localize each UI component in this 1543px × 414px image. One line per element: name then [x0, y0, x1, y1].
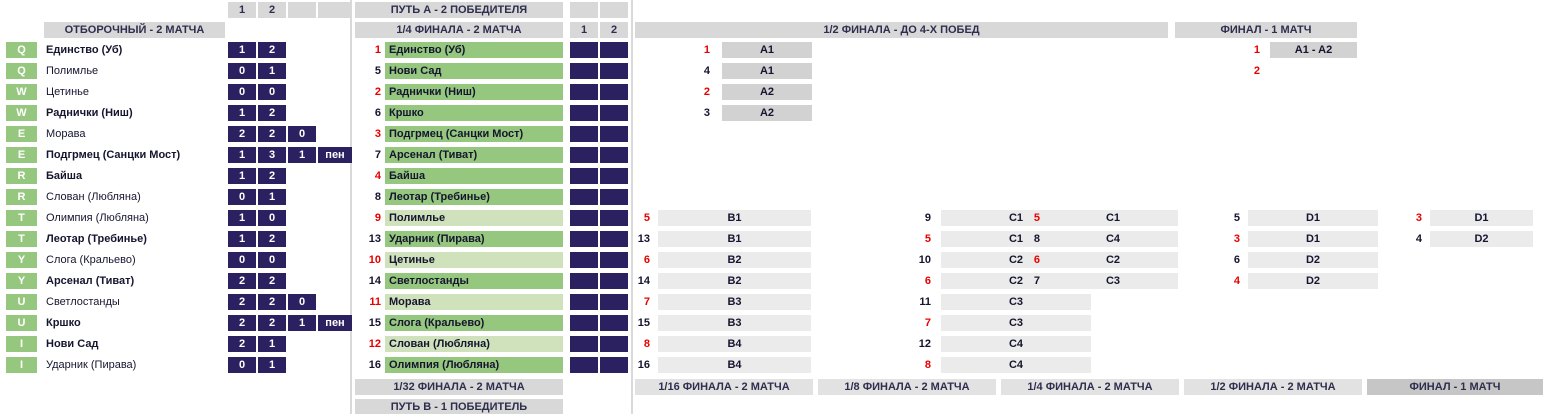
bracket-slot: C1 — [941, 210, 1091, 226]
quarter-band: 1/4 ФИНАЛА - 2 МАТЧА — [1001, 379, 1179, 395]
score-cell: 0 — [288, 126, 316, 142]
score-cell: 2 — [258, 273, 286, 289]
team-cell: Слога (Кральево) — [385, 315, 563, 331]
bracket-slot: B3 — [658, 294, 811, 310]
seed-number: 4 — [374, 170, 381, 182]
bracket-slot: C1 — [1048, 210, 1178, 226]
bracket-seed: 16 — [637, 359, 650, 371]
bracket-seed: 5 — [924, 233, 931, 245]
team-name: Байша — [46, 170, 83, 182]
score-cell-empty — [570, 189, 598, 205]
score-cell: 1 — [228, 210, 256, 226]
seed-number: 12 — [368, 338, 381, 350]
score-cell: 1 — [228, 42, 256, 58]
score-cell: 2 — [228, 315, 256, 331]
bracket-slot: C4 — [1048, 231, 1178, 247]
score-cell-empty — [570, 105, 598, 121]
score-cell-empty — [570, 315, 598, 331]
bracket-seed: 2 — [1253, 65, 1260, 77]
team-cell: Подгрмец (Санцки Мост) — [385, 126, 563, 142]
score-cell-empty — [600, 147, 628, 163]
bracket-slot: D2 — [1430, 231, 1533, 247]
bracket-seed: 14 — [637, 275, 650, 287]
score-cell: 2 — [228, 336, 256, 352]
score-cell-empty — [600, 168, 628, 184]
seed-number: 9 — [374, 212, 381, 224]
score-cell: 0 — [228, 84, 256, 100]
semi-band: 1/2 ФИНАЛА - 2 МАТЧА — [1184, 379, 1362, 395]
score-cell: 2 — [258, 231, 286, 247]
bracket-slot: B1 — [658, 210, 811, 226]
qual-badge: Q — [6, 63, 37, 79]
team-name: Цетинье — [46, 86, 89, 98]
final-band: ФИНАЛ - 1 МАТЧ — [1367, 379, 1543, 395]
bracket-seed: 4 — [1415, 233, 1422, 245]
seed-number: 2 — [374, 86, 381, 98]
team-cell: Леотар (Требинье) — [385, 189, 563, 205]
bracket-seed: 7 — [924, 317, 931, 329]
score-cell: 2 — [258, 105, 286, 121]
score-col-header-2: 2 — [258, 2, 286, 18]
bracket-seed: 7 — [643, 296, 650, 308]
score-cell: 0 — [288, 294, 316, 310]
score-cell-empty — [600, 126, 628, 142]
bracket-slot: D2 — [1248, 252, 1378, 268]
team-name: Олимпия (Любляна) — [46, 212, 149, 224]
qual-badge: R — [6, 168, 37, 184]
team-name: Единство (Уб) — [46, 44, 123, 56]
bracket-seed: 8 — [1033, 233, 1040, 245]
qual-badge: I — [6, 336, 37, 352]
qual-badge: U — [6, 315, 37, 331]
team-name: Слога (Кральево) — [46, 254, 136, 266]
seed-number: 14 — [368, 275, 381, 287]
bracket-slot: C3 — [941, 294, 1091, 310]
bracket-slot: C3 — [941, 315, 1091, 331]
r8-band: 1/8 ФИНАЛА - 2 МАТЧА — [818, 379, 996, 395]
qual-badge: R — [6, 189, 37, 205]
bracket-seed: 5 — [1033, 212, 1040, 224]
bracket-slot: A1 - A2 — [1270, 42, 1357, 58]
score-cell: 1 — [288, 315, 316, 331]
team-cell: Кршко — [385, 105, 563, 121]
seed-number: 5 — [374, 65, 381, 77]
bracket-slot: D1 — [1430, 210, 1533, 226]
qual-badge: E — [6, 147, 37, 163]
bracket-slot: B1 — [658, 231, 811, 247]
bracket-slot: B4 — [658, 357, 811, 373]
score-cell-empty — [600, 42, 628, 58]
score-cell: 0 — [228, 357, 256, 373]
bracket-seed: 6 — [1033, 254, 1040, 266]
qual-badge: T — [6, 231, 37, 247]
qual-badge: Q — [6, 42, 37, 58]
qual-badge: T — [6, 210, 37, 226]
team-name: Раднички (Ниш) — [46, 107, 133, 119]
team-name: Арсенал (Тиват) — [46, 275, 135, 287]
team-cell: Полимлье — [385, 210, 563, 226]
bracket-seed: 2 — [703, 86, 710, 98]
bracket-seed: 1 — [703, 44, 710, 56]
bracket-slot: A1 — [722, 42, 812, 58]
qual-badge: W — [6, 105, 37, 121]
score-cell: 2 — [228, 126, 256, 142]
bracket-slot: C2 — [941, 273, 1091, 289]
team-cell: Арсенал (Тиват) — [385, 147, 563, 163]
score-cell-empty — [570, 42, 598, 58]
seed-number: 16 — [368, 359, 381, 371]
team-name: Подгрмец (Санцки Мост) — [46, 149, 181, 161]
score-cell-empty — [570, 147, 598, 163]
qual-badge: E — [6, 126, 37, 142]
bracket-slot: A2 — [722, 105, 812, 121]
seed-number: 7 — [374, 149, 381, 161]
seed-number: 3 — [374, 128, 381, 140]
score-cell: 1 — [258, 63, 286, 79]
score-cell: 1 — [258, 336, 286, 352]
score-cell: 1 — [228, 147, 256, 163]
semifinal-header: 1/2 ФИНАЛА - ДО 4-Х ПОБЕД — [635, 22, 1168, 38]
team-name: Кршко — [46, 317, 81, 329]
score-cell-empty — [570, 252, 598, 268]
bracket-seed: 12 — [918, 338, 931, 350]
final-header: ФИНАЛ - 1 МАТЧ — [1175, 22, 1357, 38]
seed-number: 11 — [369, 296, 381, 308]
score-cell: 0 — [228, 63, 256, 79]
score-cell-empty — [600, 63, 628, 79]
score-cell-empty — [600, 105, 628, 121]
score-cell: 2 — [258, 168, 286, 184]
score-cell: 1 — [228, 168, 256, 184]
team-cell: Слован (Любляна) — [385, 336, 563, 352]
score-cell: 1 — [288, 147, 316, 163]
team-name: Полимлье — [46, 65, 99, 77]
penalty-cell: пен — [318, 147, 352, 163]
score-cell: 0 — [258, 210, 286, 226]
bracket-seed: 13 — [637, 233, 650, 245]
bracket-slot: D2 — [1248, 273, 1378, 289]
bracket-slot: C2 — [941, 252, 1091, 268]
bracket-seed: 6 — [924, 275, 931, 287]
path-b-header: ПУТЬ В - 1 ПОБЕДИТЕЛЬ — [355, 399, 563, 414]
score-cell-empty — [570, 210, 598, 226]
score-cell: 1 — [228, 105, 256, 121]
team-cell: Раднички (Ниш) — [385, 84, 563, 100]
seed-number: 8 — [374, 191, 381, 203]
qual-badge: Y — [6, 273, 37, 289]
score-cell-empty — [570, 357, 598, 373]
bracket-slot: B4 — [658, 336, 811, 352]
score-cell: 2 — [258, 42, 286, 58]
team-name: Нови Сад — [46, 338, 99, 350]
bracket-seed: 10 — [918, 254, 931, 266]
score-cell-empty — [570, 294, 598, 310]
quarterfinal-a-header: 1/4 ФИНАЛА - 2 МАТЧА — [355, 22, 563, 38]
bracket-slot: B2 — [658, 273, 811, 289]
score-col-header-1: 1 — [228, 2, 256, 18]
penalty-cell: пен — [318, 315, 352, 331]
bracket-seed: 3 — [1233, 233, 1240, 245]
bracket-seed: 4 — [703, 65, 710, 77]
bracket-slot: C2 — [1048, 252, 1178, 268]
team-cell: Морава — [385, 294, 563, 310]
score-col-header-empty — [318, 2, 352, 18]
seed-number: 10 — [368, 254, 381, 266]
team-name: Слован (Любляна) — [46, 191, 141, 203]
r16-band: 1/16 ФИНАЛА - 2 МАТЧА — [635, 379, 813, 395]
r32-header: 1/32 ФИНАЛА - 2 МАТЧА — [355, 379, 563, 395]
bracket-seed: 5 — [1233, 212, 1240, 224]
team-cell: Ударник (Пирава) — [385, 231, 563, 247]
bracket-slot: B3 — [658, 315, 811, 331]
seed-number: 15 — [368, 317, 381, 329]
bracket-seed: 5 — [643, 212, 650, 224]
score-cell: 0 — [258, 84, 286, 100]
score-col-header-2: 2 — [600, 22, 628, 38]
bracket-seed: 1 — [1253, 44, 1260, 56]
team-name: Ударник (Пирава) — [46, 359, 137, 371]
bracket-slot: D1 — [1248, 231, 1378, 247]
team-cell: Единство (Уб) — [385, 42, 563, 58]
team-cell: Светлостанды — [385, 273, 563, 289]
score-cell-empty — [600, 189, 628, 205]
bracket-seed: 3 — [1415, 212, 1422, 224]
team-name: Светлостанды — [46, 296, 120, 308]
team-cell: Байша — [385, 168, 563, 184]
bracket-seed: 9 — [924, 212, 931, 224]
team-name: Морава — [46, 128, 86, 140]
score-cell: 2 — [258, 294, 286, 310]
team-cell: Цетинье — [385, 252, 563, 268]
score-cell: 2 — [228, 294, 256, 310]
bracket-seed: 7 — [1033, 275, 1040, 287]
score-cell-empty — [570, 231, 598, 247]
bracket-seed: 8 — [924, 359, 931, 371]
score-cell-empty — [600, 84, 628, 100]
score-col-header-1: 1 — [570, 22, 598, 38]
score-cell-empty — [570, 168, 598, 184]
score-cell: 0 — [228, 252, 256, 268]
seed-number: 6 — [374, 107, 381, 119]
path-a-header: ПУТЬ А - 2 ПОБЕДИТЕЛЯ — [355, 2, 563, 18]
bracket-slot: A1 — [722, 63, 812, 79]
qual-badge: I — [6, 357, 37, 373]
score-col-header-empty — [570, 2, 598, 18]
score-cell-empty — [570, 84, 598, 100]
seed-number: 13 — [368, 233, 381, 245]
qualifying-header: ОТБОРОЧНЫЙ - 2 МАТЧА — [44, 22, 225, 38]
team-cell: Олимпия (Любляна) — [385, 357, 563, 373]
team-cell: Нови Сад — [385, 63, 563, 79]
bracket-seed: 15 — [637, 317, 650, 329]
score-cell: 2 — [258, 315, 286, 331]
score-cell-empty — [570, 336, 598, 352]
qual-badge: U — [6, 294, 37, 310]
bracket-slot: C1 — [941, 231, 1091, 247]
bracket-slot: A2 — [722, 84, 812, 100]
bracket-slot: C3 — [1048, 273, 1178, 289]
score-cell-empty — [570, 63, 598, 79]
bracket-seed: 6 — [643, 254, 650, 266]
score-cell-empty — [570, 273, 598, 289]
qual-badge: Y — [6, 252, 37, 268]
bracket-seed: 4 — [1233, 275, 1240, 287]
qual-badge: W — [6, 84, 37, 100]
score-col-header-empty — [600, 2, 628, 18]
score-cell: 2 — [258, 126, 286, 142]
score-cell: 0 — [258, 252, 286, 268]
score-cell: 2 — [228, 273, 256, 289]
team-name: Леотар (Требинье) — [46, 233, 147, 245]
score-cell: 0 — [228, 189, 256, 205]
bracket-slot: B2 — [658, 252, 811, 268]
bracket-seed: 11 — [919, 296, 931, 308]
score-cell: 3 — [258, 147, 286, 163]
bracket-slot: C4 — [941, 357, 1091, 373]
bracket-seed: 6 — [1233, 254, 1240, 266]
score-cell: 1 — [258, 357, 286, 373]
bracket-seed: 3 — [703, 107, 710, 119]
score-cell: 1 — [228, 231, 256, 247]
score-col-header-empty — [288, 2, 316, 18]
bracket-seed: 8 — [643, 338, 650, 350]
bracket-slot: D1 — [1248, 210, 1378, 226]
seed-number: 1 — [374, 44, 381, 56]
score-cell-empty — [570, 126, 598, 142]
bracket-slot: C4 — [941, 336, 1091, 352]
score-cell: 1 — [258, 189, 286, 205]
